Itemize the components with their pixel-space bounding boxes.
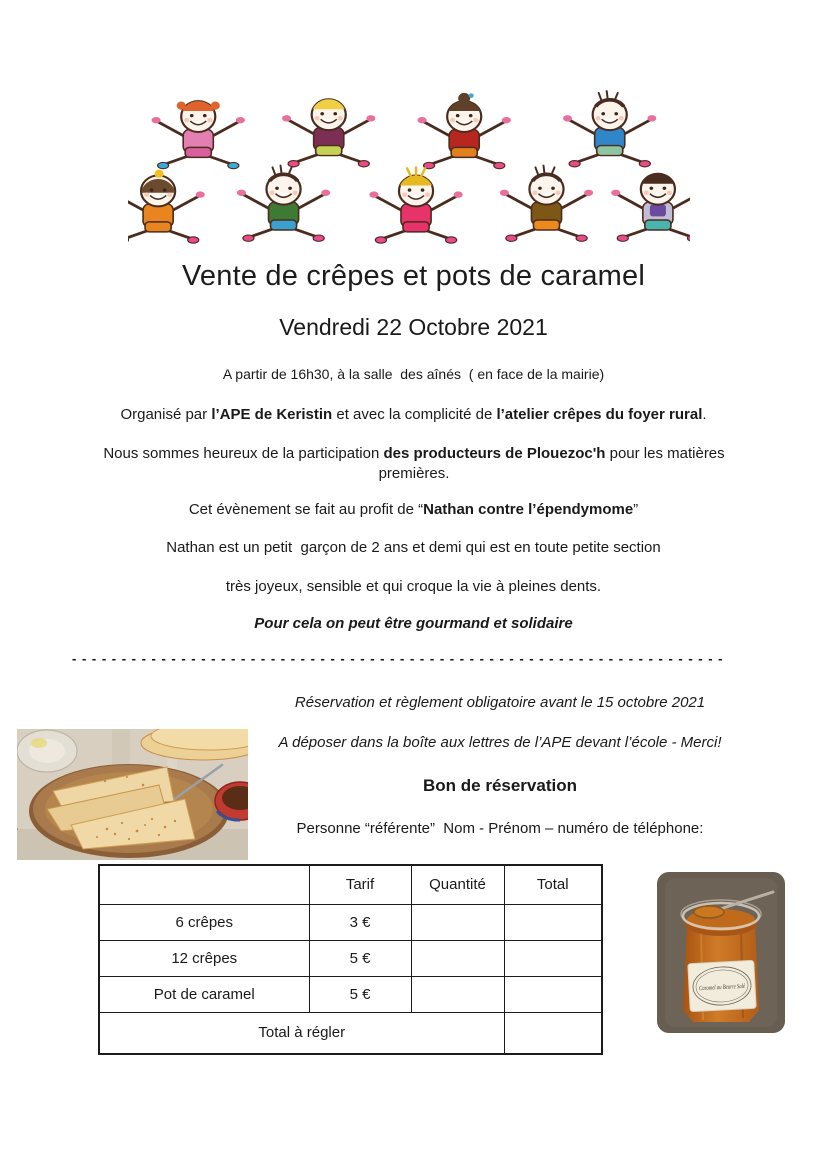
header-tarif-cell: Tarif bbox=[309, 865, 411, 904]
tarif-cell: 5 € bbox=[309, 940, 411, 976]
slogan-line: Pour cela on peut être gourmand et solidaire bbox=[254, 615, 573, 632]
organiser-bold-atelier: l’atelier crêpes du foyer rural bbox=[496, 406, 703, 423]
dashed-separator: - - - - - - - - - - - - - - - - - - - - - - - - - - - - - - - - - - - - - - - - - - - - - - - - - - - - - - - - - - - - - - - - - - bbox=[72, 651, 724, 666]
children-jumping-illustration bbox=[128, 82, 690, 250]
quantite-cell bbox=[411, 940, 504, 976]
table-row bbox=[99, 976, 602, 1012]
nathan-description-line1: Nathan est un petit garçon de 2 ans et demi qui est en toute petite section bbox=[166, 539, 661, 556]
quantite-cell bbox=[411, 976, 504, 1012]
organiser-line bbox=[0, 406, 827, 423]
participation-line bbox=[84, 444, 744, 484]
organiser-mid: et avec la complicité de bbox=[332, 406, 497, 423]
reservation-table bbox=[98, 864, 603, 1055]
event-place-line: A partir de 16h30, à la salle des aînés ( en face de la mairie) bbox=[222, 366, 605, 382]
participation-bold: des producteurs de Plouezoc'h bbox=[383, 445, 606, 462]
total-label-cell: Total à régler bbox=[99, 1012, 504, 1054]
table-footer-row bbox=[99, 1012, 602, 1054]
reservation-deadline-line: Réservation et règlement obligatoire avant le 15 octobre 2021 bbox=[294, 694, 706, 711]
organiser-end: . bbox=[702, 406, 707, 423]
reservation-dropoff-line: A déposer dans la boîte aux lettres de l’APE devant l’école - Merci! bbox=[278, 734, 722, 751]
crepes-photo bbox=[17, 729, 248, 860]
organiser-text: Organisé par bbox=[120, 406, 212, 423]
item-label-cell: Pot de caramel bbox=[99, 976, 309, 1012]
reservation-form-title: Bon de réservation bbox=[423, 776, 577, 795]
header-quantite-cell: Quantité bbox=[411, 865, 504, 904]
participation-post: pour les matières premières. bbox=[378, 445, 725, 482]
table-header-row bbox=[99, 865, 602, 904]
item-label-cell: 6 crêpes bbox=[99, 904, 309, 940]
profit-pre: Cet évènement se fait au profit de “ bbox=[188, 501, 424, 518]
quantite-cell bbox=[411, 904, 504, 940]
total-cell bbox=[504, 940, 602, 976]
item-label-cell: 12 crêpes bbox=[99, 940, 309, 976]
table-row bbox=[99, 904, 602, 940]
header-total-cell: Total bbox=[504, 865, 602, 904]
tarif-cell: 5 € bbox=[309, 976, 411, 1012]
total-cell bbox=[504, 904, 602, 940]
nathan-description-line2: très joyeux, sensible et qui croque la vie à pleines dents. bbox=[225, 578, 602, 595]
profit-post: ” bbox=[633, 501, 639, 518]
grand-total-cell bbox=[504, 1012, 602, 1054]
table-row bbox=[99, 940, 602, 976]
page-title: Vente de crêpes et pots de caramel bbox=[181, 260, 646, 292]
tarif-cell: 3 € bbox=[309, 904, 411, 940]
participation-pre: Nous sommes heureux de la participation bbox=[103, 445, 384, 462]
profit-line bbox=[0, 501, 827, 518]
caramel-jar-photo bbox=[657, 872, 785, 1033]
organiser-bold-ape: l’APE de Keristin bbox=[211, 406, 333, 423]
header-item-cell bbox=[99, 865, 309, 904]
profit-bold: Nathan contre l’épendymome bbox=[423, 501, 634, 518]
contact-person-line: Personne “référente” Nom - Prénom – numéro de téléphone: bbox=[296, 820, 704, 837]
total-cell bbox=[504, 976, 602, 1012]
jar-label-text: Caramel au Beurre Salé bbox=[698, 981, 763, 993]
event-date: Vendredi 22 Octobre 2021 bbox=[279, 314, 548, 340]
